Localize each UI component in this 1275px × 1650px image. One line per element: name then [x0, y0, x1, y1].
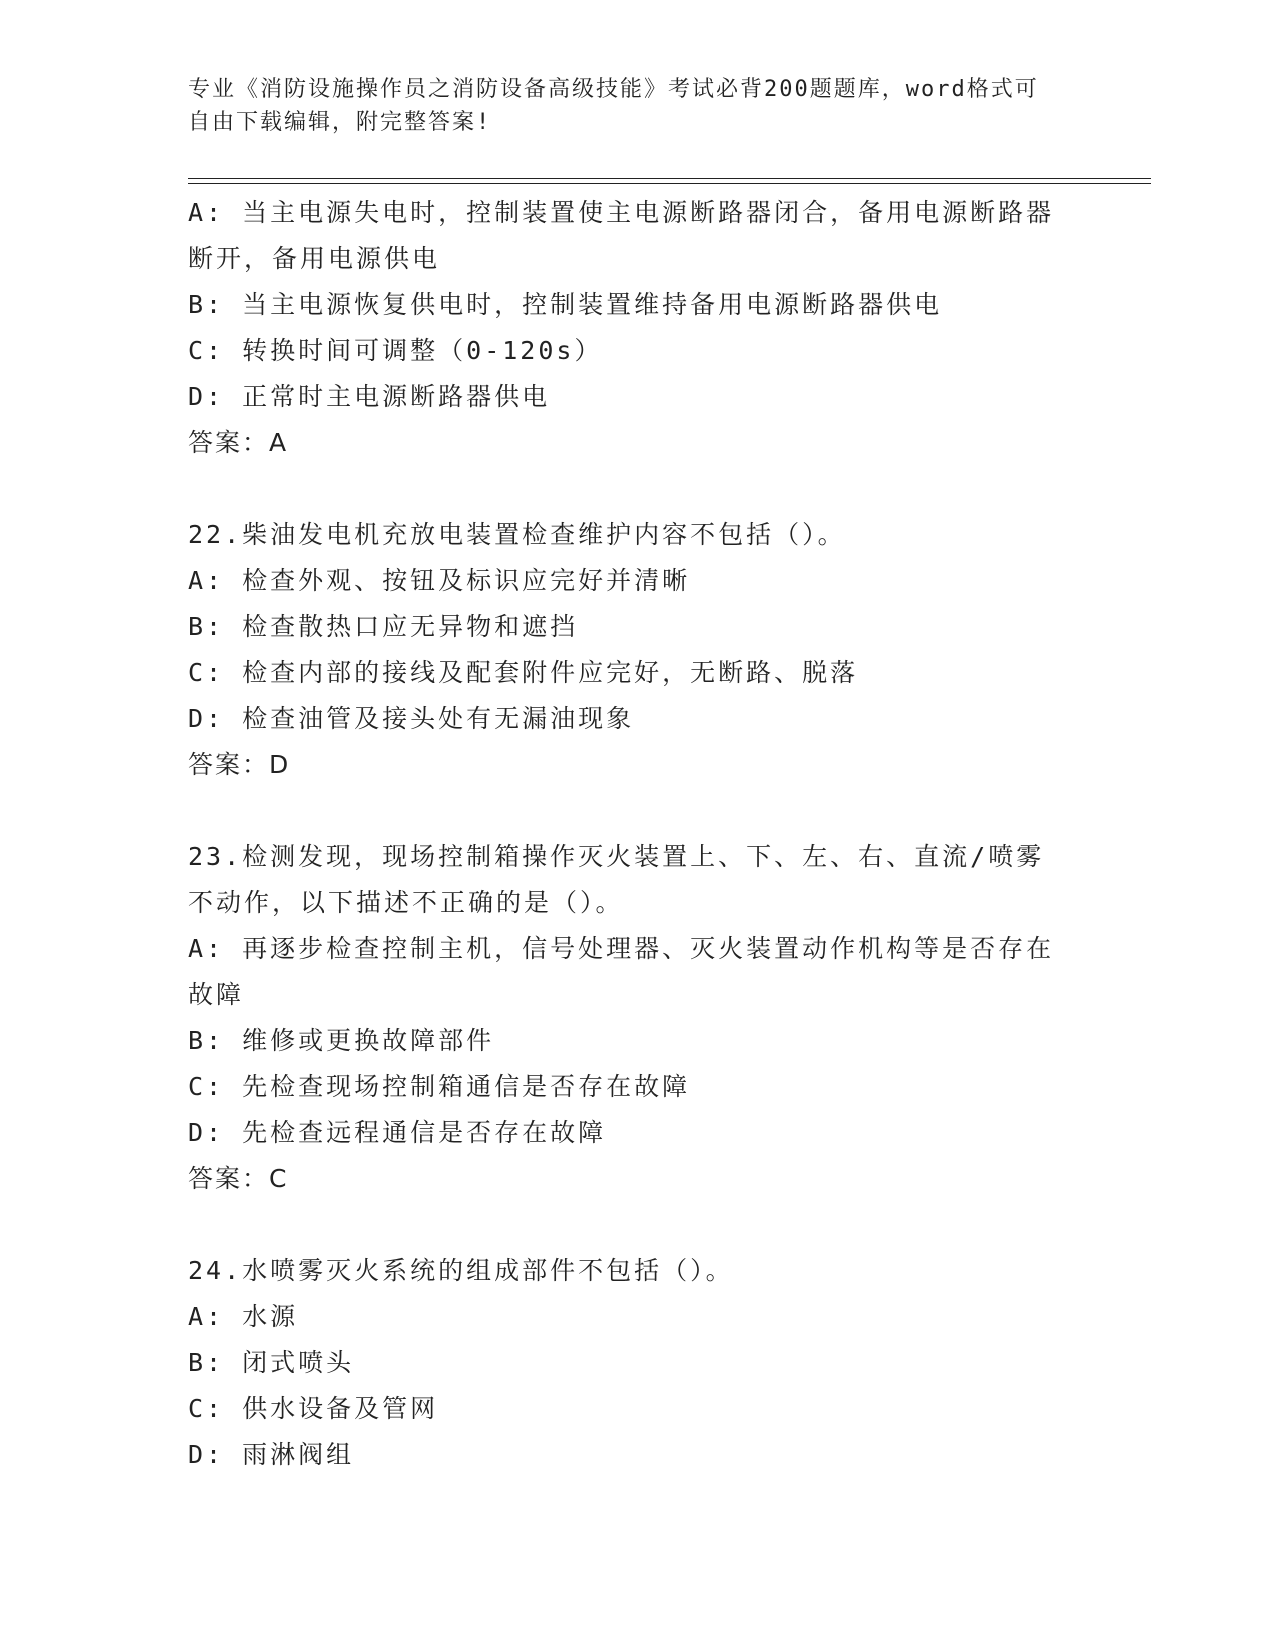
option-line: 断开，备用电源供电: [188, 244, 441, 273]
question-stem: 24.水喷雾灭火系统的组成部件不包括（）。: [188, 1256, 734, 1285]
answer-line: 答案：A: [188, 428, 289, 457]
question-stem: 23.检测发现，现场控制箱操作灭火装置上、下、左、右、直流/喷雾: [188, 842, 1045, 871]
block-spacer: [188, 466, 1088, 512]
header-line-1: 专业《消防设施操作员之消防设备高级技能》考试必背200题题库，word格式可: [188, 77, 1039, 102]
question-block: [188, 512, 1088, 788]
header-divider-bottom: [188, 183, 1151, 184]
question-block: [188, 834, 1088, 1202]
option-line: A: 再逐步检查控制主机，信号处理器、灭火装置动作机构等是否存在: [188, 934, 1055, 963]
option-line: B: 闭式喷头: [188, 1348, 355, 1377]
question-stem: 不动作，以下描述不正确的是（）。: [188, 888, 624, 917]
option-line: C: 检查内部的接线及配套附件应完好，无断路、脱落: [188, 658, 859, 687]
option-line: D: 先检查远程通信是否存在故障: [188, 1118, 607, 1147]
answer-line: 答案：D: [188, 750, 291, 779]
option-line: A: 当主电源失电时，控制装置使主电源断路器闭合，备用电源断路器: [188, 198, 1055, 227]
option-line: C: 供水设备及管网: [188, 1394, 439, 1423]
question-list: [188, 190, 1088, 1478]
option-line: D: 检查油管及接头处有无漏油现象: [188, 704, 635, 733]
option-line: C: 先检查现场控制箱通信是否存在故障: [188, 1072, 691, 1101]
option-line: D: 雨淋阀组: [188, 1440, 355, 1469]
block-spacer: [188, 1202, 1088, 1248]
option-line: A: 检查外观、按钮及标识应完好并清晰: [188, 566, 691, 595]
option-line: 故障: [188, 980, 245, 1009]
option-line: C: 转换时间可调整（0-120s）: [188, 336, 603, 365]
block-spacer: [188, 788, 1088, 834]
option-line: B: 检查散热口应无异物和遮挡: [188, 612, 579, 641]
question-block: [188, 1248, 1088, 1478]
option-line: A: 水源: [188, 1302, 299, 1331]
option-line: B: 维修或更换故障部件: [188, 1026, 495, 1055]
header-line-2: 自由下载编辑，附完整答案!: [188, 110, 492, 135]
option-line: D: 正常时主电源断路器供电: [188, 382, 551, 411]
option-line: B: 当主电源恢复供电时，控制装置维持备用电源断路器供电: [188, 290, 943, 319]
header-divider-top: [188, 178, 1151, 179]
document-header: [188, 73, 1088, 139]
question-stem: 22.柴油发电机充放电装置检查维护内容不包括（）。: [188, 520, 846, 549]
question-block: [188, 190, 1088, 466]
answer-line: 答案：C: [188, 1164, 289, 1193]
